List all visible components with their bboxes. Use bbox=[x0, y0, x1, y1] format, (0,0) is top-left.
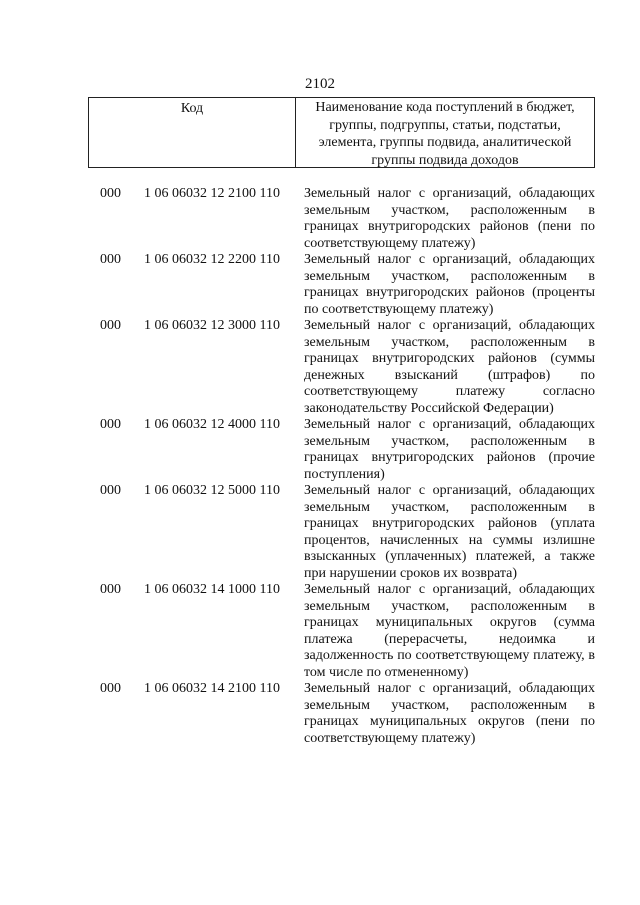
row-income-code: 1 06 06032 12 2100 110 bbox=[144, 186, 280, 201]
row-admin-code: 000 bbox=[100, 582, 121, 597]
table-row bbox=[100, 417, 595, 483]
row-income-code: 1 06 06032 12 2200 110 bbox=[144, 252, 280, 267]
header-code-label: Код bbox=[89, 98, 296, 167]
table-row bbox=[100, 582, 595, 681]
row-income-name: Земельный налог с организаций, обладающих земельным участком, расположенным в границах муниципальных округов (пени по соответствующему платежу) bbox=[304, 681, 595, 746]
row-income-name: Земельный налог с организаций, обладающих земельным участком, расположенным в границах внутригородских районов (проценты по соответствующему платежу) bbox=[304, 252, 595, 317]
table-row bbox=[100, 186, 595, 252]
row-admin-code: 000 bbox=[100, 186, 121, 201]
row-admin-code: 000 bbox=[100, 318, 121, 333]
row-income-code: 1 06 06032 12 4000 110 bbox=[144, 417, 280, 432]
row-income-code: 1 06 06032 12 3000 110 bbox=[144, 318, 280, 333]
header-name-label: Наименование кода поступлений в бюджет, группы, подгруппы, статьи, подстатьи, элемента, группы подвида, аналитической группы подвида доходов bbox=[315, 100, 575, 168]
row-income-code: 1 06 06032 12 5000 110 bbox=[144, 483, 280, 498]
row-income-name: Земельный налог с организаций, обладающих земельным участком, расположенным в границах внутригородских районов (пени по соответствующему платежу) bbox=[304, 186, 595, 251]
row-income-name: Земельный налог с организаций, обладающих земельным участком, расположенным в границах внутригородских районов (уплата процентов, начисленных на суммы излишне взысканных (уплаченных) платежей, а также при нарушении сроков их возврата) bbox=[304, 483, 595, 581]
table-header bbox=[88, 97, 595, 168]
row-income-name: Земельный налог с организаций, обладающих земельным участком, расположенным в границах внутригородских районов (суммы денежных взысканий (штрафов) по соответствующему платежу согласно законодательству Российской Федерации) bbox=[304, 318, 595, 416]
row-admin-code: 000 bbox=[100, 417, 121, 432]
table-row bbox=[100, 252, 595, 318]
row-income-code: 1 06 06032 14 2100 110 bbox=[144, 681, 280, 696]
table-row bbox=[100, 318, 595, 417]
row-income-code: 1 06 06032 14 1000 110 bbox=[144, 582, 280, 597]
row-income-name: Земельный налог с организаций, обладающих земельным участком, расположенным в границах внутригородских районов (прочие поступления) bbox=[304, 417, 595, 482]
page-number: 2102 bbox=[305, 76, 335, 92]
row-admin-code: 000 bbox=[100, 681, 121, 696]
income-code-list bbox=[100, 186, 595, 747]
row-admin-code: 000 bbox=[100, 252, 121, 267]
row-admin-code: 000 bbox=[100, 483, 121, 498]
row-income-name: Земельный налог с организаций, обладающих земельным участком, расположенным в границах муниципальных округов (сумма платежа (перерасчеты, недоимка и задолженность по соответствующему платежу, в том числе по отмененному) bbox=[304, 582, 595, 680]
table-row bbox=[100, 483, 595, 582]
table-row bbox=[100, 681, 595, 747]
